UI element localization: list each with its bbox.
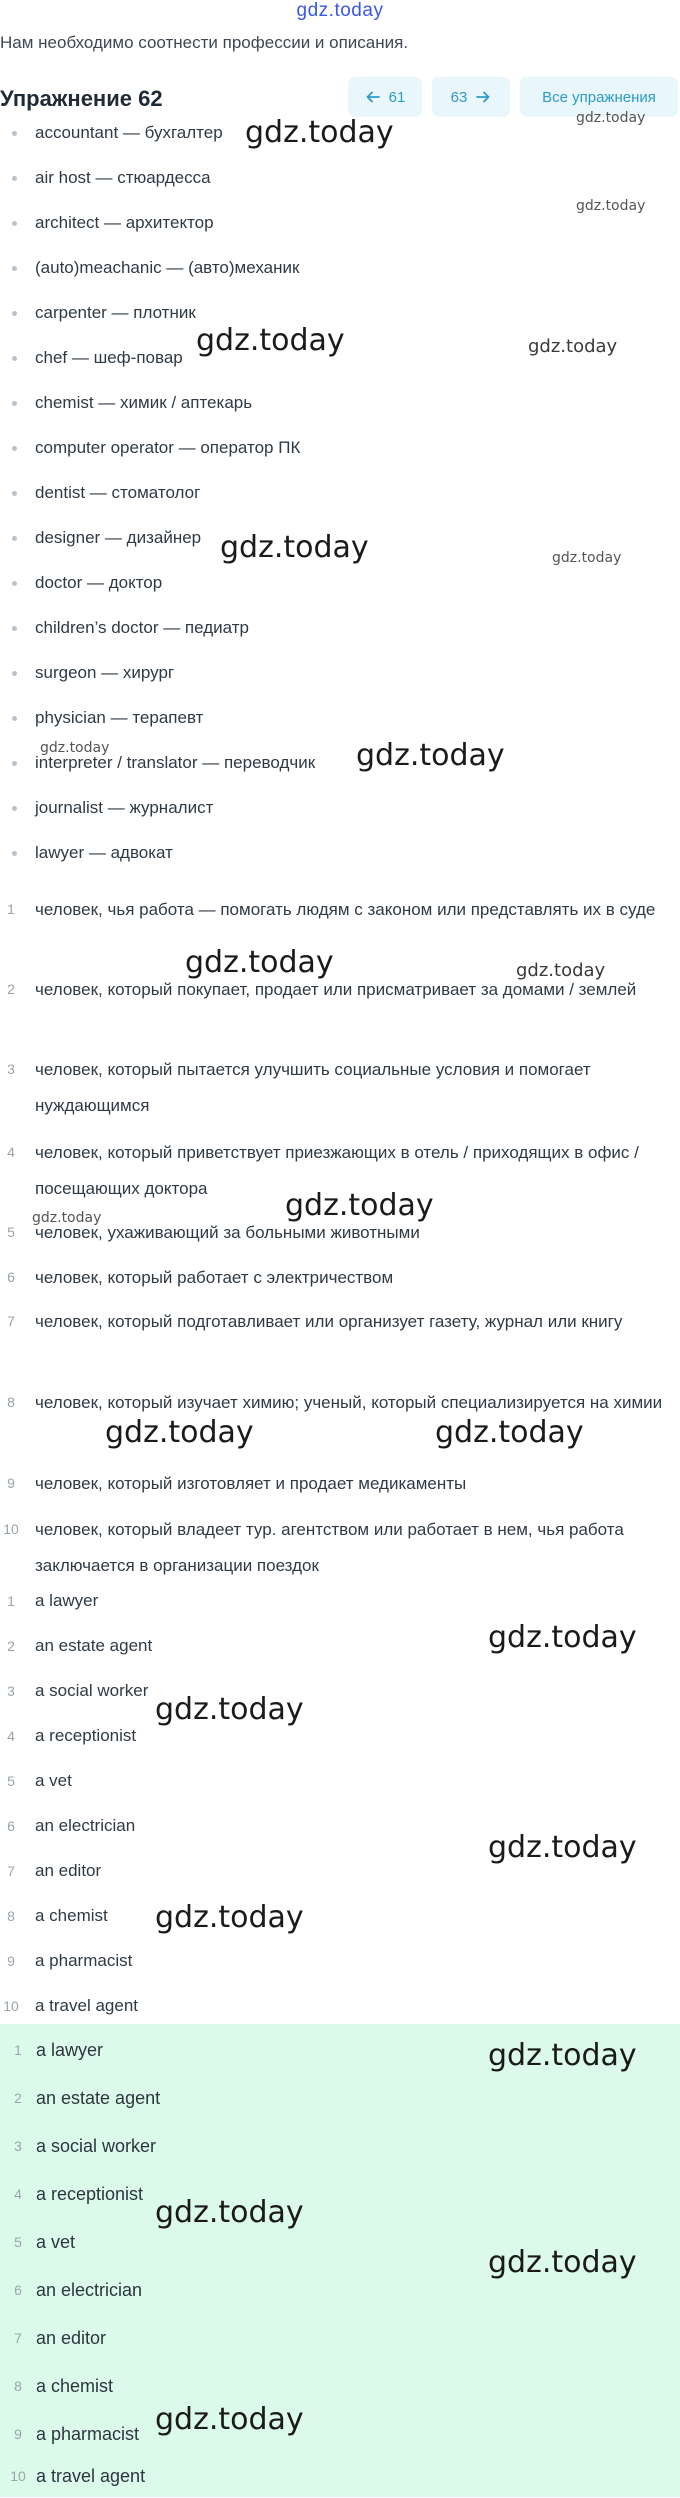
match-number: 3	[7, 1683, 15, 1699]
answer-text: a social worker	[36, 2135, 157, 2156]
answer-row	[0, 2412, 680, 2456]
definition-text: человек, который владеет тур. агентством или работает в нем, чья работа заключается в организации поездок	[35, 1520, 624, 1575]
answer-text: a lawyer	[36, 2039, 104, 2060]
match-text: an editor	[35, 1861, 102, 1880]
match-item	[0, 1723, 680, 1753]
watermark: gdz.today	[528, 336, 618, 357]
bullet-icon	[12, 626, 17, 631]
definition-number: 8	[7, 1394, 15, 1410]
answer-row	[0, 2316, 680, 2360]
site-logo[interactable]: gdz.today	[296, 0, 384, 21]
match-number: 6	[7, 1818, 15, 1834]
match-item	[0, 1768, 680, 1798]
match-text: an estate agent	[35, 1636, 153, 1655]
watermark: gdz.today	[576, 198, 646, 214]
answer-text: an electrician	[36, 2279, 143, 2300]
answer-text: a travel agent	[36, 2465, 146, 2486]
vocab-item	[12, 383, 252, 423]
definition-number: 4	[7, 1144, 15, 1160]
answer-number: 4	[14, 2186, 22, 2202]
watermark: gdz.today	[40, 740, 110, 756]
vocab-text: surgeon — хирург	[35, 663, 175, 682]
vocab-text: dentist — стоматолог	[35, 483, 201, 502]
bullet-icon	[12, 401, 17, 406]
vocab-item	[12, 653, 174, 693]
bullet-icon	[12, 311, 17, 316]
vocab-item	[12, 293, 196, 333]
bullet-icon	[12, 806, 17, 811]
definition-number: 7	[7, 1313, 15, 1329]
match-item	[0, 1903, 680, 1933]
answer-row	[0, 2124, 680, 2168]
definition-item	[0, 1466, 680, 1506]
definition-number: 10	[3, 1521, 19, 1537]
match-number: 7	[7, 1863, 15, 1879]
watermark: gdz.today	[285, 1188, 434, 1223]
prev-exercise-button[interactable]	[348, 77, 422, 117]
bullet-icon	[12, 221, 17, 226]
watermark: gdz.today	[155, 2195, 304, 2230]
watermark: gdz.today	[516, 960, 606, 981]
watermark: gdz.today	[220, 530, 369, 565]
vocab-text: physician — терапевт	[35, 708, 204, 727]
answer-row	[0, 2172, 680, 2216]
definition-text: человек, который приветствует приезжающих в отель / приходящих в офис / посещающих доктора	[35, 1143, 639, 1198]
definition-text: человек, ухаживающий за больными животными	[35, 1223, 420, 1242]
watermark: gdz.today	[155, 1692, 304, 1727]
answer-text: a chemist	[36, 2375, 114, 2396]
bullet-icon	[12, 356, 17, 361]
watermark: gdz.today	[196, 323, 345, 358]
match-number: 8	[7, 1908, 15, 1924]
definition-text: человек, который подготавливает или организует газету, журнал или книгу	[35, 1312, 623, 1331]
page-title: Упражнение 62	[0, 86, 163, 111]
vocab-text: children’s doctor — педиатр	[35, 618, 249, 637]
arrow-right-icon	[475, 89, 491, 105]
bullet-icon	[12, 491, 17, 496]
definition-text: человек, который работает с электричеством	[35, 1268, 394, 1287]
next-exercise-label: 63	[450, 88, 468, 106]
vocab-text: lawyer — адвокат	[35, 843, 173, 862]
vocab-item	[12, 833, 173, 873]
match-item	[0, 1993, 680, 2023]
answer-text: a receptionist	[36, 2183, 144, 2204]
answer-text: a vet	[36, 2231, 76, 2252]
arrow-left-icon	[365, 89, 381, 105]
answer-number: 8	[14, 2378, 22, 2394]
answer-number: 1	[14, 2042, 22, 2058]
vocab-item	[12, 203, 214, 243]
match-number: 9	[7, 1953, 15, 1969]
vocab-text: architect — архитектор	[35, 213, 214, 232]
vocab-item	[12, 608, 249, 648]
vocab-text: designer — дизайнер	[35, 528, 202, 547]
definition-item	[0, 1260, 680, 1300]
intro-text: Нам необходимо соотнести профессии и описания.	[0, 33, 409, 52]
definition-text: человек, который покупает, продает или присматривает за домами / землей	[35, 980, 637, 999]
vocab-text: journalist — журналист	[35, 798, 214, 817]
match-text: a pharmacist	[35, 1951, 133, 1970]
answer-text: a pharmacist	[36, 2423, 140, 2444]
watermark: gdz.today	[105, 1415, 254, 1450]
vocab-text: doctor — доктор	[35, 573, 163, 592]
watermark: gdz.today	[488, 2038, 637, 2073]
next-exercise-button[interactable]	[432, 77, 510, 117]
match-text: a travel agent	[35, 1996, 139, 2015]
answer-number: 3	[14, 2138, 22, 2154]
watermark: gdz.today	[356, 738, 505, 773]
vocab-item	[12, 473, 200, 513]
vocab-text: accountant — бухгалтер	[35, 123, 223, 142]
answer-row	[0, 2076, 680, 2120]
bullet-icon	[12, 716, 17, 721]
bullet-icon	[12, 176, 17, 181]
vocab-item	[12, 518, 201, 558]
answer-row	[0, 2454, 680, 2498]
answer-text: an estate agent	[36, 2087, 161, 2108]
answer-number: 6	[14, 2282, 22, 2298]
match-item	[0, 1588, 680, 1618]
watermark: gdz.today	[245, 115, 394, 150]
definition-number: 2	[7, 981, 15, 997]
definition-item	[0, 1052, 680, 1132]
definition-text: человек, чья работа — помогать людям с законом или представлять их в суде	[35, 900, 656, 919]
watermark: gdz.today	[488, 1830, 637, 1865]
watermark: gdz.today	[435, 1415, 584, 1450]
bullet-icon	[12, 671, 17, 676]
prev-exercise-label: 61	[388, 88, 406, 106]
answer-number: 2	[14, 2090, 22, 2106]
vocab-item	[12, 788, 213, 828]
definition-text: человек, который изучает химию; ученый, который специализируется на химии	[35, 1393, 663, 1412]
definition-number: 1	[7, 901, 15, 917]
match-text: an electrician	[35, 1816, 136, 1835]
vocab-item	[12, 113, 223, 153]
vocab-text: air host — стюардесса	[35, 168, 211, 187]
bullet-icon	[12, 851, 17, 856]
match-text: a receptionist	[35, 1726, 137, 1745]
watermark: gdz.today	[552, 550, 622, 566]
definition-text: человек, который пытается улучшить социальные условия и помогает нуждающимся	[35, 1060, 591, 1115]
answer-text: an editor	[36, 2327, 107, 2348]
vocab-item	[12, 158, 211, 198]
watermark: gdz.today	[185, 945, 334, 980]
vocab-text: carpenter — плотник	[35, 303, 196, 322]
answer-number: 9	[14, 2426, 22, 2442]
vocab-item	[12, 428, 300, 468]
match-number: 2	[7, 1638, 15, 1654]
vocab-text: interpreter / translator — переводчик	[35, 753, 316, 772]
watermark: gdz.today	[576, 110, 646, 126]
answer-number: 7	[14, 2330, 22, 2346]
vocab-item	[12, 248, 299, 288]
bullet-icon	[12, 266, 17, 271]
match-text: a vet	[35, 1771, 72, 1790]
vocab-text: (auto)meachanic — (авто)механик	[35, 258, 300, 277]
match-text: a lawyer	[35, 1591, 99, 1610]
match-item	[0, 1948, 680, 1978]
match-number: 10	[3, 1998, 19, 2014]
bullet-icon	[12, 131, 17, 136]
vocab-text: chef — шеф-повар	[35, 348, 183, 367]
match-item	[0, 1678, 680, 1708]
match-text: a social worker	[35, 1681, 149, 1700]
match-number: 1	[7, 1593, 15, 1609]
match-number: 5	[7, 1773, 15, 1789]
watermark: gdz.today	[155, 1900, 304, 1935]
watermark: gdz.today	[32, 1210, 102, 1226]
definition-number: 9	[7, 1475, 15, 1491]
bullet-icon	[12, 536, 17, 541]
all-exercises-label: Все упражнения	[542, 88, 656, 106]
vocab-item	[12, 338, 183, 378]
answer-row	[0, 2364, 680, 2408]
bullet-icon	[12, 761, 17, 766]
watermark: gdz.today	[488, 1620, 637, 1655]
definition-item	[0, 1512, 680, 1592]
watermark: gdz.today	[488, 2245, 637, 2280]
definition-number: 5	[7, 1224, 15, 1240]
vocab-item	[12, 563, 162, 603]
vocab-text: computer operator — оператор ПК	[35, 438, 301, 457]
vocab-item	[12, 698, 203, 738]
answer-number: 5	[14, 2234, 22, 2250]
definition-number: 6	[7, 1269, 15, 1285]
match-number: 4	[7, 1728, 15, 1744]
answer-number: 10	[10, 2468, 26, 2484]
definition-text: человек, который изготовляет и продает медикаменты	[35, 1474, 467, 1493]
match-text: a chemist	[35, 1906, 108, 1925]
vocab-text: chemist — химик / аптекарь	[35, 393, 253, 412]
watermark: gdz.today	[155, 2402, 304, 2437]
bullet-icon	[12, 581, 17, 586]
definition-number: 3	[7, 1061, 15, 1077]
definition-item	[0, 972, 680, 1052]
definition-item	[0, 1304, 680, 1384]
bullet-icon	[12, 446, 17, 451]
